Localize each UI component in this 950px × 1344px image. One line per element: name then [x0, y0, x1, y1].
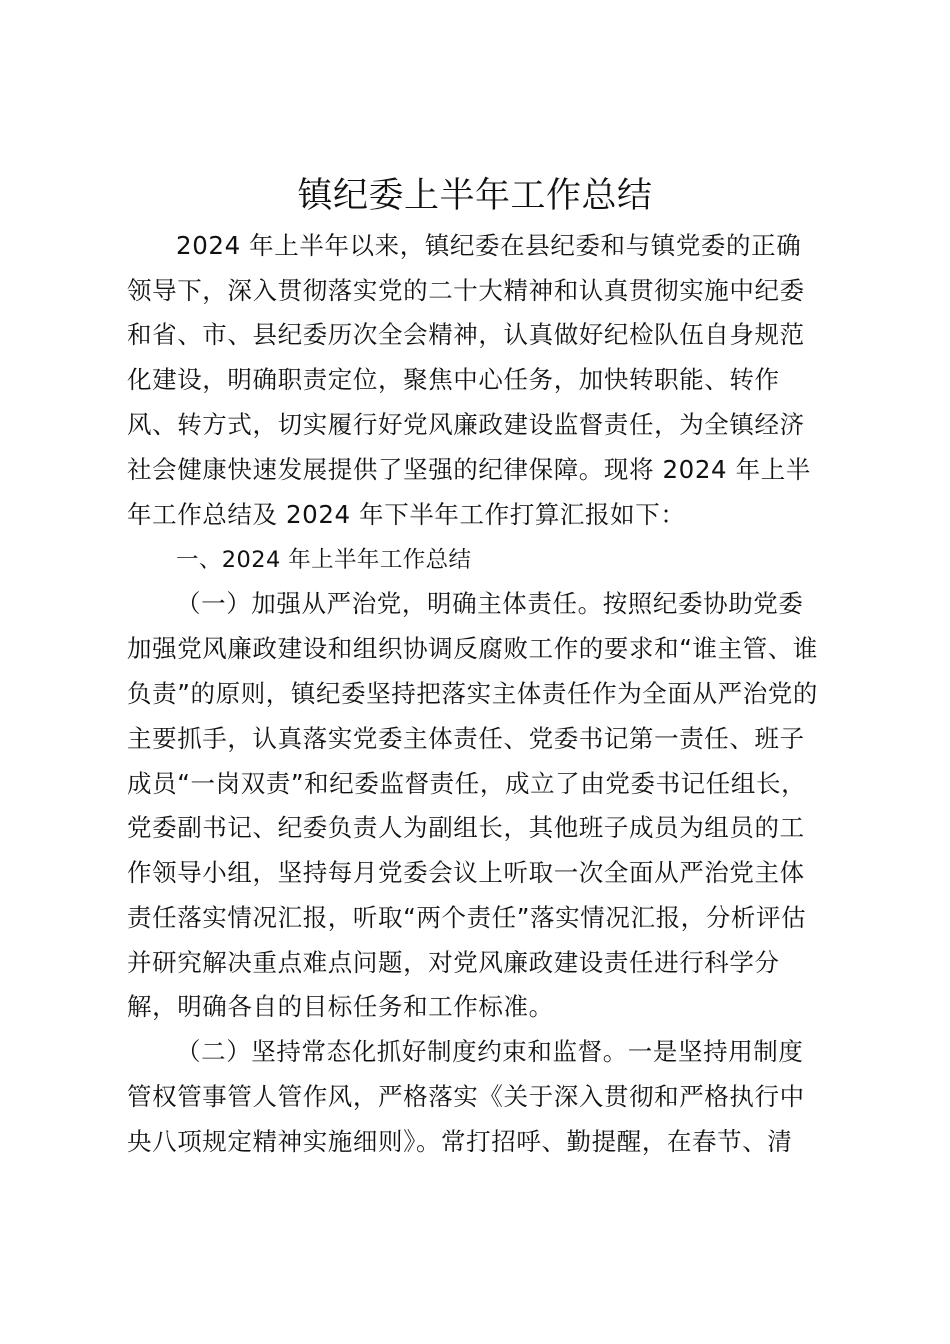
body-line: 党委副书记、纪委负责人为副组长，其他班子成员为组员的工	[127, 813, 805, 842]
body-line: 社会健康快速发展提供了坚强的纪律保障。现将 2024 年上半	[127, 455, 811, 484]
body-line: 央八项规定精神实施细则》。常打招呼、勤提醒，在春节、清	[127, 1127, 793, 1156]
body-line: （一）加强从严治党，明确主体责任。按照纪委协助党委	[176, 589, 804, 618]
body-line: （二）坚持常态化抓好制度约束和监督。一是坚持用制度	[176, 1037, 804, 1066]
body-line: 2024 年上半年以来，镇纪委在县纪委和与镇党委的正确	[176, 231, 802, 260]
body-line: 主要抓手，认真落实党委主体责任、党委书记第一责任、班子	[127, 724, 805, 753]
body-line: 领导下，深入贯彻落实党的二十大精神和认真贯彻实施中纪委	[127, 276, 805, 305]
body-line: 和省、市、县纪委历次全会精神，认真做好纪检队伍自身规范	[127, 320, 805, 349]
body-line: 年工作总结及 2024 年下半年工作打算汇报如下：	[127, 500, 686, 529]
body-line: 管权管事管人管作风，严格落实《关于深入贯彻和严格执行中	[127, 1082, 805, 1111]
body-line: 化建设，明确职责定位，聚焦中心任务，加快转职能、转作	[127, 365, 780, 394]
body-line: 作领导小组，坚持每月党委会议上听取一次全面从严治党主体	[127, 858, 805, 887]
body-line: 责任落实情况汇报，听取“两个责任”落实情况汇报，分析评估	[127, 903, 807, 932]
body-line: 解，明确各自的目标任务和工作标准。	[127, 992, 554, 1021]
body-line: 负责”的原则，镇纪委坚持把落实主体责任作为全面从严治党的	[127, 679, 818, 708]
body-line: 并研究解决重点难点问题，对党风廉政建设责任进行科学分	[127, 948, 780, 977]
section-heading: 一、2024 年上半年工作总结	[176, 547, 472, 573]
body-line: 加强党风廉政建设和组织协调反腐败工作的要求和“谁主管、谁	[127, 634, 818, 663]
body-line: 成员“一岗双责”和纪委监督责任，成立了由党委书记任组长，	[127, 769, 807, 798]
body-line: 风、转方式，切实履行好党风廉政建设监督责任，为全镇经济	[127, 410, 805, 439]
document-title: 镇纪委上半年工作总结	[297, 176, 653, 216]
